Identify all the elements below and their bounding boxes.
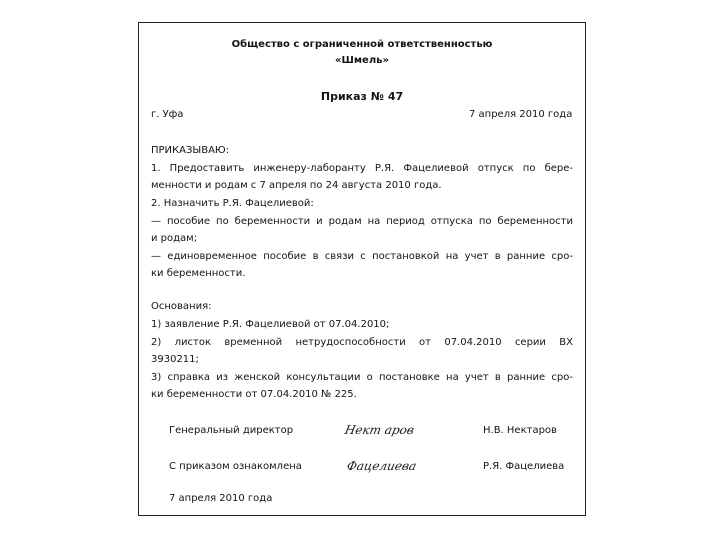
order-document [138, 22, 586, 516]
item1-line2: менности и родам с 7 апреля по 24 августа 2010 года. [151, 180, 442, 191]
document-title: Приказ № 47 [320, 90, 404, 103]
organization-name-line1: Общество с ограниченной ответственностью [231, 39, 493, 50]
director-signature: Нект аров [343, 423, 416, 437]
item2-dash1-line1: — пособие по беременности и родам на период отпуска по беременности [151, 216, 573, 227]
item1-line1: 1. Предоставить инженеру-лаборанту Р.Я. Фацелиевой отпуск по бере- [151, 163, 573, 174]
director-name: Н.В. Нектаров [483, 425, 557, 436]
ground3-line2: ки беременности от 07.04.2010 № 225. [151, 389, 357, 400]
ground2-line1: 2) листок временной нетрудоспособности от 07.04.2010 серии ВХ [151, 337, 573, 348]
director-label: Генеральный директор [169, 425, 294, 436]
document-date: 7 апреля 2010 года [469, 109, 573, 120]
document-city: г. Уфа [151, 109, 184, 120]
acknowledgement-signature: Фацелиева [345, 459, 418, 473]
item2-dash2-line1: — единовременное пособие в связи с постановкой на учет в ранние сро- [151, 251, 573, 262]
ground1: 1) заявление Р.Я. Фацелиевой от 07.04.2010; [151, 319, 390, 330]
acknowledgement-name: Р.Я. Фацелиева [483, 461, 565, 472]
item2-dash1-line2: и родам; [151, 233, 198, 244]
item2-line1: 2. Назначить Р.Я. Фацелиевой: [151, 198, 314, 209]
acknowledgement-date: 7 апреля 2010 года [169, 493, 273, 504]
ground2-line2: 3930211; [151, 354, 199, 365]
item2-dash2-line2: ки беременности. [151, 268, 246, 279]
ground3-line1: 3) справка из женской консультации о постановке на учет в ранние сро- [151, 372, 573, 383]
organization-name-line2: «Шмель» [335, 55, 389, 66]
acknowledgement-label: С приказом ознакомлена [169, 461, 302, 472]
grounds-title: Основания: [151, 301, 212, 312]
order-word: ПРИКАЗЫВАЮ: [151, 145, 230, 156]
